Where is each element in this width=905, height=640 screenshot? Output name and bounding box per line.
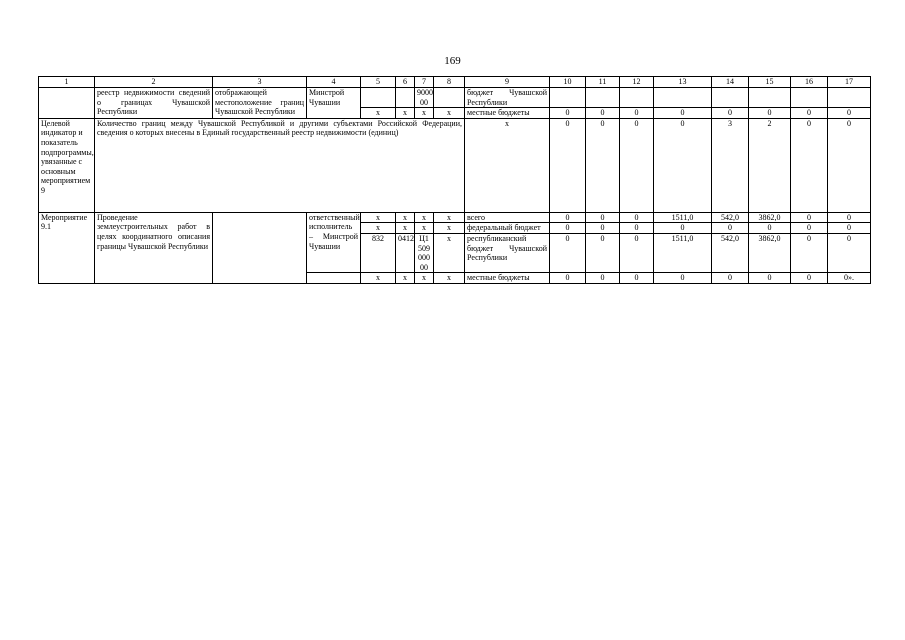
column-header: 10 bbox=[550, 77, 586, 88]
code-cell: x bbox=[396, 223, 415, 234]
source-cell: местные бюджеты bbox=[465, 108, 550, 119]
value-cell: 3 bbox=[712, 118, 749, 212]
code-cell: Ц1 509 000 00 bbox=[415, 233, 434, 272]
value-cell: 0». bbox=[828, 273, 871, 284]
indicator-text: Количество границ между Чувашской Республикой и другими субъектами Российской Федерации, сведения о которых внесены в Единый государственный реестр недвижимости (единиц) bbox=[95, 118, 465, 212]
value-cell: 0 bbox=[654, 118, 712, 212]
event-label: Мероприятие 9.1 bbox=[39, 212, 95, 283]
code-cell: x bbox=[434, 273, 465, 284]
cont-executor: Минстрой Чувашии bbox=[307, 88, 361, 119]
event-executor: ответственный исполнитель – Минстрой Чувашии bbox=[307, 212, 361, 273]
cell-empty bbox=[307, 273, 361, 284]
value-cell: 0 bbox=[712, 223, 749, 234]
value-cell: 0 bbox=[586, 108, 620, 119]
code-cell: x bbox=[361, 273, 396, 284]
column-header: 17 bbox=[828, 77, 871, 88]
code-cell: 0412 bbox=[396, 233, 415, 272]
code-cell: x bbox=[434, 223, 465, 234]
table-cell bbox=[361, 88, 396, 108]
value-cell: 0 bbox=[586, 118, 620, 212]
cell-empty bbox=[39, 88, 95, 119]
value-cell: 542,0 bbox=[712, 212, 749, 223]
code-cell: x bbox=[361, 223, 396, 234]
code-cell: x bbox=[396, 108, 415, 119]
event-row bbox=[39, 212, 871, 223]
value-cell: 0 bbox=[828, 212, 871, 223]
column-header: 1 bbox=[39, 77, 95, 88]
code-cell: x bbox=[361, 108, 396, 119]
value-cell: 2 bbox=[749, 118, 791, 212]
code-cell: x bbox=[396, 212, 415, 223]
budget-table bbox=[38, 76, 871, 284]
value-cell: 0 bbox=[550, 273, 586, 284]
column-header: 11 bbox=[586, 77, 620, 88]
code-cell: x bbox=[415, 273, 434, 284]
indicator-label: Целевой индикатор и показатель подпрограммы, увязанные с основным мероприятием 9 bbox=[39, 118, 95, 212]
value-cell bbox=[550, 88, 586, 108]
value-cell: 0 bbox=[749, 273, 791, 284]
value-cell: 0 bbox=[586, 233, 620, 272]
value-cell: 1511,0 bbox=[654, 212, 712, 223]
column-header: 14 bbox=[712, 77, 749, 88]
column-header: 3 bbox=[213, 77, 307, 88]
column-header: 5 bbox=[361, 77, 396, 88]
code-cell: x bbox=[415, 108, 434, 119]
value-cell: 0 bbox=[749, 108, 791, 119]
value-cell: 0 bbox=[620, 273, 654, 284]
value-cell: 0 bbox=[654, 223, 712, 234]
value-cell: 0 bbox=[550, 223, 586, 234]
indicator-mark: x bbox=[465, 118, 550, 212]
value-cell: 1511,0 bbox=[654, 233, 712, 272]
value-cell: 0 bbox=[550, 233, 586, 272]
value-cell: 0 bbox=[791, 223, 828, 234]
column-header: 4 bbox=[307, 77, 361, 88]
value-cell: 0 bbox=[828, 118, 871, 212]
column-header: 2 bbox=[95, 77, 213, 88]
value-cell: 0 bbox=[550, 212, 586, 223]
column-header: 8 bbox=[434, 77, 465, 88]
value-cell: 0 bbox=[586, 273, 620, 284]
value-cell bbox=[654, 88, 712, 108]
source-cell: республиканский бюджет Чувашской Республики bbox=[465, 233, 550, 272]
value-cell: 0 bbox=[620, 223, 654, 234]
value-cell: 0 bbox=[586, 223, 620, 234]
code-cell: x bbox=[415, 212, 434, 223]
code-cell: 832 bbox=[361, 233, 396, 272]
table-cell bbox=[396, 88, 415, 108]
value-cell: 0 bbox=[550, 118, 586, 212]
value-cell: 542,0 bbox=[712, 233, 749, 272]
code-cell: x bbox=[434, 108, 465, 119]
value-cell: 0 bbox=[791, 108, 828, 119]
column-header: 9 bbox=[465, 77, 550, 88]
value-cell bbox=[712, 88, 749, 108]
value-cell bbox=[586, 88, 620, 108]
header-row bbox=[39, 77, 871, 88]
value-cell bbox=[828, 88, 871, 108]
value-cell: 0 bbox=[828, 233, 871, 272]
code-cell: x bbox=[361, 212, 396, 223]
value-cell bbox=[620, 88, 654, 108]
cont-source: бюджет Чувашской Республики bbox=[465, 88, 550, 108]
code-cell: x bbox=[396, 273, 415, 284]
value-cell: 0 bbox=[586, 212, 620, 223]
value-cell: 0 bbox=[654, 273, 712, 284]
page-number: 169 bbox=[444, 55, 461, 67]
value-cell: 0 bbox=[791, 118, 828, 212]
value-cell: 0 bbox=[620, 233, 654, 272]
value-cell: 0 bbox=[791, 273, 828, 284]
value-cell: 0 bbox=[791, 233, 828, 272]
source-cell: федеральный бюджет bbox=[465, 223, 550, 234]
value-cell bbox=[749, 88, 791, 108]
cont-registry-text: реестр недвижимости сведений о границах Чувашской Республики bbox=[95, 88, 213, 119]
code-cell: x bbox=[415, 223, 434, 234]
table-cell bbox=[434, 88, 465, 108]
column-header: 13 bbox=[654, 77, 712, 88]
value-cell: 0 bbox=[620, 212, 654, 223]
value-cell: 0 bbox=[712, 273, 749, 284]
value-cell: 0 bbox=[828, 108, 871, 119]
value-cell: 0 bbox=[828, 223, 871, 234]
value-cell: 0 bbox=[712, 108, 749, 119]
cell-empty bbox=[213, 212, 307, 283]
value-cell: 0 bbox=[620, 108, 654, 119]
column-header: 16 bbox=[791, 77, 828, 88]
value-cell: 0 bbox=[620, 118, 654, 212]
column-header: 7 bbox=[415, 77, 434, 88]
cont-code: 9000 00 bbox=[415, 88, 434, 108]
code-cell: x bbox=[434, 233, 465, 272]
value-cell: 0 bbox=[654, 108, 712, 119]
value-cell bbox=[791, 88, 828, 108]
source-cell: местные бюджеты bbox=[465, 273, 550, 284]
column-header: 6 bbox=[396, 77, 415, 88]
source-cell: всего bbox=[465, 212, 550, 223]
table-row bbox=[39, 88, 871, 108]
column-header: 15 bbox=[749, 77, 791, 88]
column-header: 12 bbox=[620, 77, 654, 88]
value-cell: 0 bbox=[550, 108, 586, 119]
code-cell: x bbox=[434, 212, 465, 223]
value-cell: 3862,0 bbox=[749, 212, 791, 223]
value-cell: 3862,0 bbox=[749, 233, 791, 272]
cont-boundary-text: отображающей местоположение границ Чувашской Республики bbox=[213, 88, 307, 119]
event-text: Проведение землеустроительных работ в целях координатного описания границы Чувашской Республики bbox=[95, 212, 213, 283]
indicator-row bbox=[39, 118, 871, 212]
value-cell: 0 bbox=[791, 212, 828, 223]
value-cell: 0 bbox=[749, 223, 791, 234]
